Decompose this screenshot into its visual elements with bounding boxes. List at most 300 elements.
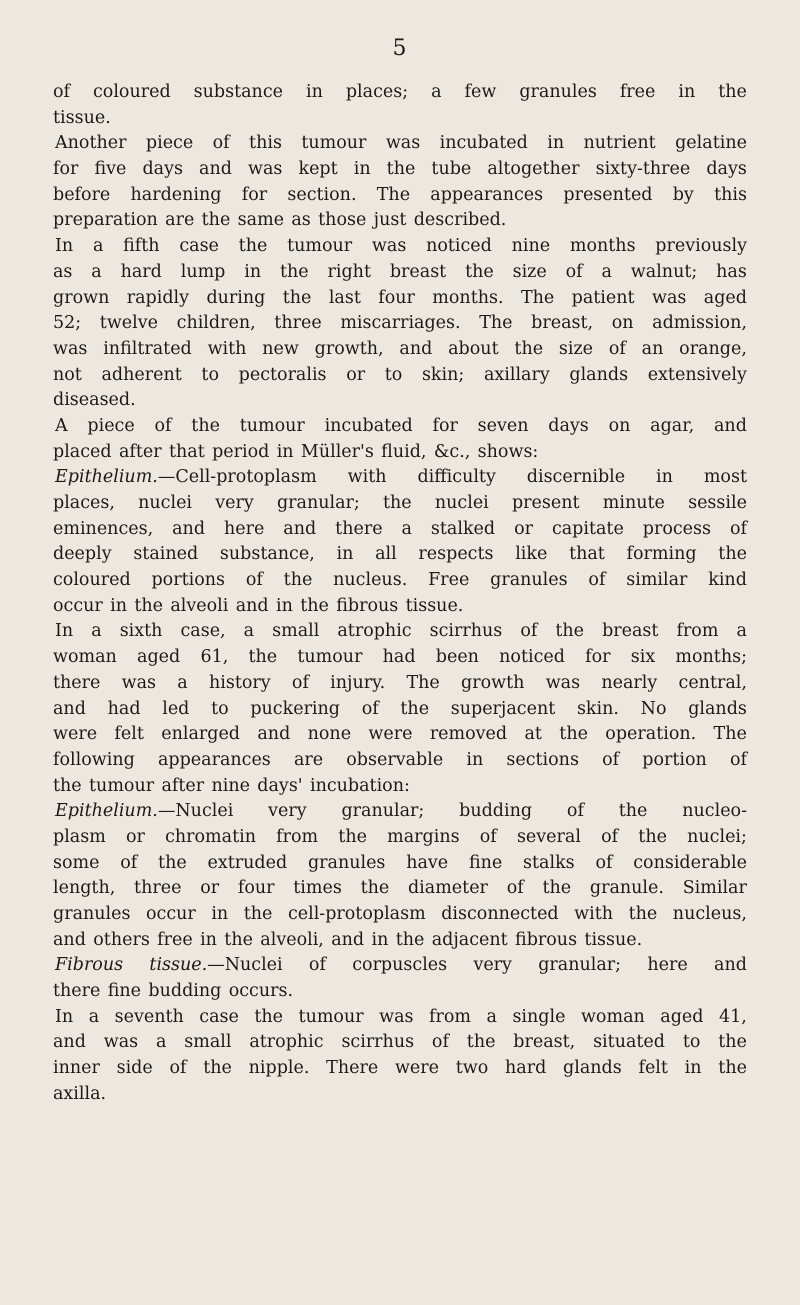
word: months: [569, 236, 636, 257]
word: and: [53, 698, 86, 719]
word: was: [371, 236, 407, 257]
word: 61,: [200, 647, 229, 668]
word: of: [479, 826, 497, 847]
word: granules: [53, 904, 131, 924]
word: here: [647, 955, 688, 976]
word: nucleus,: [672, 904, 747, 924]
word: been: [435, 647, 479, 668]
word: granular;: [538, 955, 622, 976]
word: of: [291, 672, 309, 693]
word: there: [53, 672, 101, 693]
word: in: [276, 441, 294, 462]
word: sections: [506, 749, 579, 770]
word: led: [162, 698, 190, 719]
word: observable: [346, 749, 444, 770]
word: same: [237, 210, 285, 231]
word: two: [455, 1058, 489, 1079]
word: very: [215, 493, 254, 513]
word: Similar: [682, 878, 747, 899]
word: gelatine: [675, 133, 747, 154]
word: in: [353, 159, 371, 180]
word: has: [716, 261, 747, 282]
word: times: [293, 878, 342, 899]
word: three: [274, 313, 322, 334]
word: a: [177, 672, 188, 693]
word: was: [385, 133, 421, 154]
word: was: [545, 672, 581, 693]
word: glands: [569, 364, 629, 385]
word: four: [237, 878, 275, 899]
word: alveoli,: [260, 929, 324, 950]
word: the: [465, 261, 494, 282]
word: of: [608, 338, 626, 359]
word: noticed: [426, 236, 492, 257]
word: margins: [387, 826, 460, 847]
word: of: [520, 621, 538, 642]
word: nearly: [601, 672, 658, 693]
word: glands: [688, 698, 747, 719]
word: kept: [298, 159, 338, 180]
word: case: [179, 236, 219, 257]
word: nipple.: [248, 1058, 310, 1079]
word: following: [53, 749, 135, 770]
word: free: [619, 82, 656, 102]
word: just: [373, 210, 407, 231]
word: described.: [413, 210, 507, 231]
word: size: [558, 338, 594, 359]
word: the: [718, 82, 747, 102]
word: like: [515, 544, 548, 565]
word: granules: [490, 570, 568, 591]
word: before: [53, 184, 111, 205]
word: extruded: [207, 852, 288, 873]
word: nutrient: [583, 133, 656, 154]
word: or: [514, 518, 533, 539]
word: of: [565, 261, 583, 282]
text-line: [53, 825, 747, 851]
word: fine: [107, 981, 142, 1002]
word: are: [293, 749, 324, 770]
word: tumour: [287, 236, 353, 257]
word: fifth: [123, 236, 160, 257]
word: axillary: [483, 364, 550, 385]
word: a: [91, 261, 102, 282]
word: similar: [626, 570, 688, 591]
word: in: [305, 82, 323, 102]
word: from: [676, 621, 719, 642]
word: and: [172, 518, 206, 539]
text-line: [53, 542, 747, 568]
word: corpuscles: [352, 955, 448, 976]
word: in: [371, 929, 389, 950]
word: an: [641, 338, 664, 359]
word: for: [585, 647, 611, 668]
word: A: [55, 415, 68, 436]
word: was: [53, 338, 88, 359]
word: five: [94, 159, 127, 180]
word: of: [506, 878, 524, 899]
text-line: [53, 363, 747, 389]
word: fibrous: [336, 595, 399, 616]
word: seventh: [114, 1006, 184, 1027]
word: infiltrated: [103, 338, 192, 359]
word: side: [116, 1058, 153, 1079]
word: in: [466, 749, 484, 770]
word: and: [53, 1032, 86, 1053]
word: of: [308, 955, 326, 976]
word: plasm: [53, 826, 106, 847]
word: in: [656, 467, 673, 488]
word: in: [547, 133, 565, 154]
word: a: [601, 261, 612, 282]
word: tumour: [301, 133, 367, 154]
word: with: [207, 338, 247, 359]
word: the: [283, 570, 313, 591]
word: substance,: [219, 544, 315, 565]
word: budding: [148, 981, 222, 1002]
word: and: [714, 955, 747, 976]
word: children,: [176, 313, 256, 334]
word: budding: [459, 801, 533, 822]
word: incubated: [324, 415, 413, 436]
word: about: [448, 338, 499, 359]
word: In: [55, 621, 74, 642]
word: granular;: [341, 801, 425, 822]
word: appearances: [157, 749, 271, 770]
word: situated: [593, 1032, 665, 1053]
word: last: [328, 287, 361, 308]
word: minute: [602, 493, 665, 513]
word: not: [53, 364, 82, 385]
word: the: [300, 595, 329, 616]
word: stalks: [523, 852, 575, 873]
word: In: [55, 1006, 74, 1027]
word: for: [241, 184, 268, 205]
word: were: [368, 724, 413, 745]
word: eminences,: [53, 518, 154, 539]
word: tumour: [298, 1006, 364, 1027]
text-line: [53, 568, 747, 594]
word: woman: [53, 647, 117, 668]
word: as: [53, 261, 73, 282]
word: operation.: [605, 724, 697, 745]
word: the: [400, 698, 430, 719]
word: none: [307, 724, 352, 745]
word: noticed: [499, 647, 565, 668]
text-line: [53, 645, 747, 671]
word: six: [630, 647, 656, 668]
word: the: [338, 826, 367, 847]
word: tissue.—Nuclei: [149, 955, 283, 976]
word: atrophic: [249, 1032, 324, 1053]
text-line: [53, 979, 747, 1005]
word: adjacent: [431, 929, 508, 950]
word: felt: [638, 1058, 668, 1079]
word: case,: [180, 621, 226, 642]
word: Epithelium.—Cell-protoplasm: [55, 467, 317, 488]
word: and: [53, 929, 86, 950]
word: here: [223, 518, 265, 539]
word: from: [276, 826, 319, 847]
word: the: [386, 159, 416, 180]
text-line: [53, 619, 747, 645]
word: present: [511, 493, 580, 513]
text-line: [53, 748, 747, 774]
word: of: [566, 801, 584, 822]
word: puckering: [250, 698, 340, 719]
text-line: [53, 80, 747, 106]
word: and: [235, 595, 269, 616]
word: placed: [53, 441, 112, 462]
word: granule.: [589, 878, 664, 899]
word: portions: [151, 570, 226, 591]
word: a: [736, 621, 747, 642]
word: free: [157, 929, 193, 950]
word: a: [243, 621, 255, 642]
word: skin;: [421, 364, 465, 385]
word: and: [199, 159, 232, 180]
word: of: [212, 133, 230, 154]
word: in: [244, 261, 262, 282]
word: had: [107, 698, 141, 719]
word: this: [249, 133, 282, 154]
word: the: [618, 801, 648, 822]
text-line: [53, 440, 747, 466]
word: felt: [114, 724, 144, 745]
word: diseased.: [53, 390, 136, 411]
word: of: [431, 1032, 449, 1053]
word: after: [161, 775, 205, 796]
word: a: [88, 1006, 100, 1027]
word: piece: [145, 133, 194, 154]
word: this: [714, 184, 747, 205]
word: for: [53, 159, 79, 180]
word: a: [91, 621, 102, 642]
word: occurs.: [228, 981, 294, 1002]
word: glands: [563, 1058, 622, 1079]
word: the: [542, 878, 572, 899]
word: to: [384, 364, 403, 385]
word: pectoralis: [238, 364, 327, 385]
word: previously: [655, 236, 747, 257]
word: difficulty: [417, 467, 496, 488]
word: granular;: [276, 493, 360, 513]
word: of: [602, 749, 620, 770]
word: or: [200, 878, 220, 899]
word: the: [555, 621, 585, 642]
word: period: [212, 441, 270, 462]
body-text: [53, 80, 747, 1108]
word: tumour: [239, 415, 305, 436]
word: enlarged: [161, 724, 241, 745]
word: alveoli: [170, 595, 229, 616]
text-line: [53, 131, 747, 157]
word: months;: [675, 647, 747, 668]
word: coloured: [53, 570, 131, 591]
word: was: [248, 159, 283, 180]
word: the: [203, 1058, 232, 1079]
word: The: [376, 184, 411, 205]
word: portion: [642, 749, 707, 770]
word: tumour: [89, 775, 155, 796]
word: few: [464, 82, 497, 102]
word: &c.,: [433, 441, 471, 462]
word: central,: [678, 672, 747, 693]
word: in: [678, 82, 696, 102]
word: the: [718, 544, 747, 565]
word: the: [279, 261, 309, 282]
word: length,: [53, 878, 116, 899]
word: admission,: [652, 313, 747, 334]
word: nine: [511, 236, 551, 257]
word: from: [429, 1006, 471, 1027]
word: in: [336, 544, 354, 565]
text-line: [53, 414, 747, 440]
word: tissue.: [584, 929, 643, 950]
word: in: [684, 1058, 702, 1079]
word: days: [548, 415, 589, 436]
word: a: [486, 1006, 497, 1027]
word: on: [608, 415, 631, 436]
word: the: [514, 338, 544, 359]
word: the: [191, 415, 220, 436]
word: granules: [307, 852, 386, 873]
text-line: [53, 183, 747, 209]
word: diameter: [407, 878, 488, 899]
word: walnut;: [630, 261, 698, 282]
word: lump: [180, 261, 226, 282]
text-line: [53, 311, 747, 337]
word: or: [125, 826, 145, 847]
word: respects: [418, 544, 494, 565]
text-line: [53, 1030, 747, 1056]
word: the: [383, 493, 412, 513]
word: nuclei: [434, 493, 489, 513]
word: The: [479, 313, 513, 334]
word: sixty-three: [595, 159, 691, 180]
word: on: [611, 313, 634, 334]
word: for: [432, 415, 458, 436]
word: in: [275, 595, 293, 616]
word: cell-protoplasm: [287, 904, 426, 924]
word: presented: [563, 184, 653, 205]
word: shows:: [477, 441, 539, 462]
word: by: [672, 184, 694, 205]
word: stained: [133, 544, 199, 565]
word: a: [92, 236, 104, 257]
word: incubated: [439, 133, 528, 154]
word: hard: [120, 261, 162, 282]
word: the: [134, 595, 164, 616]
text-line: [53, 157, 747, 183]
word: months.: [432, 287, 504, 308]
word: of: [120, 852, 138, 873]
text-line: [53, 286, 747, 312]
word: very: [473, 955, 512, 976]
word: during: [206, 287, 266, 308]
word: altogether: [487, 159, 580, 180]
text-line: [53, 208, 747, 234]
word: the: [559, 724, 588, 745]
word: aged: [703, 287, 747, 308]
word: growth,: [314, 338, 384, 359]
word: a: [431, 82, 442, 102]
word: occur: [53, 595, 103, 616]
word: the: [466, 1032, 496, 1053]
word: fine: [468, 852, 503, 873]
word: in: [110, 595, 127, 616]
word: with: [347, 467, 387, 488]
text-line: [53, 1056, 747, 1082]
word: Fibrous: [55, 955, 124, 976]
text-line: [53, 722, 747, 748]
word: the: [243, 904, 273, 924]
word: the: [254, 1006, 284, 1027]
page-number: 5: [392, 36, 408, 61]
word: There: [326, 1058, 379, 1079]
word: of: [588, 570, 606, 591]
word: appearances: [430, 184, 544, 205]
word: in: [211, 904, 229, 924]
word: had: [382, 647, 416, 668]
word: Müller's: [300, 441, 374, 462]
word: scirrhus: [341, 1032, 415, 1053]
word: several: [516, 826, 581, 847]
word: and: [283, 518, 317, 539]
word: inner: [53, 1058, 100, 1079]
text-line: [53, 851, 747, 877]
word: the: [718, 1032, 747, 1053]
word: miscarriages.: [340, 313, 461, 334]
word: nine: [211, 775, 250, 796]
word: of: [595, 852, 613, 873]
word: extensively: [647, 364, 747, 385]
word: the: [395, 929, 425, 950]
word: are: [165, 210, 195, 231]
word: fluid,: [381, 441, 427, 462]
word: were: [394, 1058, 439, 1079]
word: Epithelium.—Nuclei: [55, 801, 234, 822]
word: to: [682, 1032, 701, 1053]
word: and: [257, 724, 291, 745]
text-line: [53, 799, 747, 825]
word: the: [282, 287, 312, 308]
word: stalked: [430, 518, 496, 539]
word: of: [245, 570, 263, 591]
word: granules: [519, 82, 597, 102]
text-line: [53, 671, 747, 697]
word: nuclei: [138, 493, 193, 513]
word: was: [103, 1032, 139, 1053]
word: tumour: [297, 647, 363, 668]
word: axilla.: [53, 1083, 107, 1104]
word: those: [318, 210, 367, 231]
word: Another: [55, 133, 127, 154]
word: to: [201, 364, 219, 385]
word: section.: [287, 184, 357, 205]
text-line: [53, 234, 747, 260]
text-line: [53, 594, 747, 620]
word: tissue.: [53, 107, 111, 128]
word: The: [713, 724, 747, 745]
text-line: [53, 928, 747, 954]
word: hardening: [130, 184, 222, 205]
text-line: [53, 106, 747, 132]
word: of: [729, 749, 747, 770]
word: of: [601, 826, 619, 847]
text-line: [53, 774, 747, 800]
word: In: [55, 236, 74, 257]
